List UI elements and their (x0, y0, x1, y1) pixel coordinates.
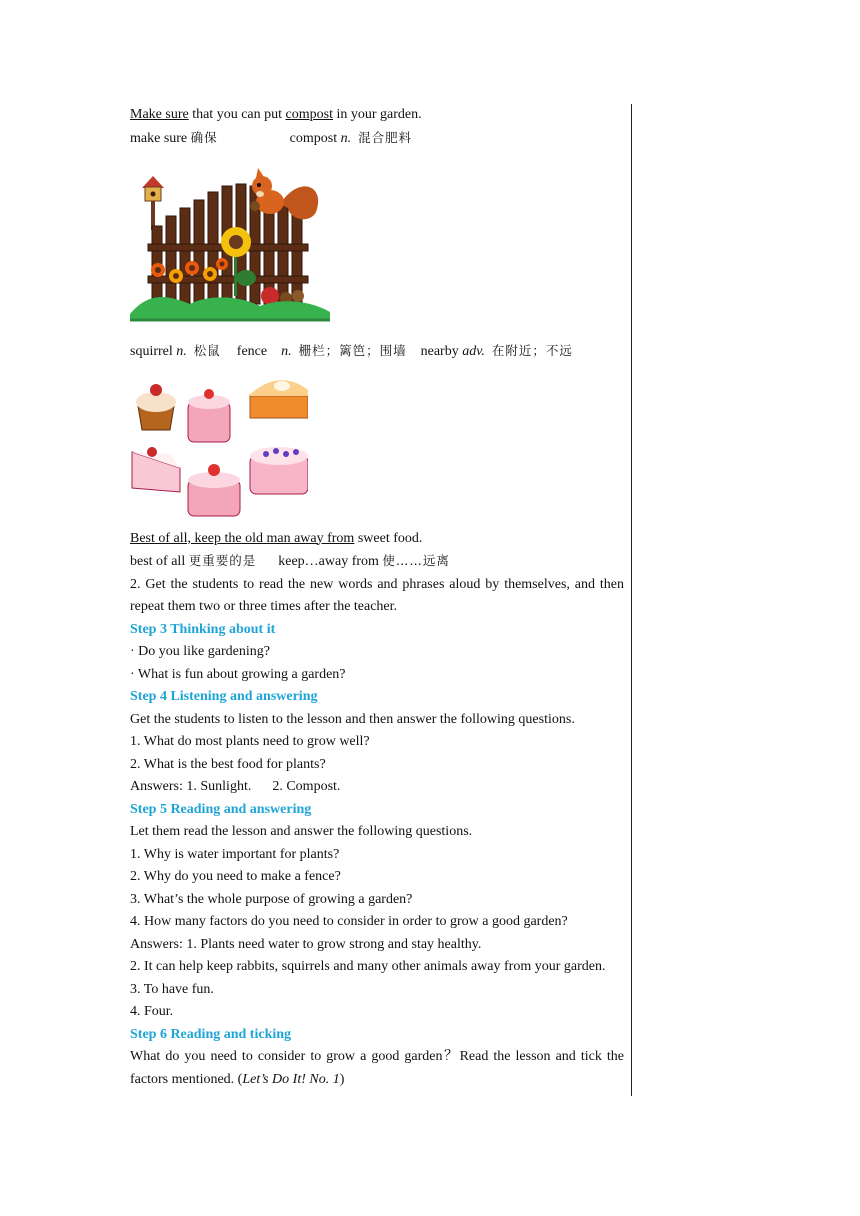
step4-question-2: 2. What is the best food for plants? (130, 756, 326, 772)
step6-text: What do you need to consider to grow a good garden？Read the lesson and tick the factors mentioned. ( (130, 1049, 624, 1087)
phrase-make-sure: Make sure (130, 107, 189, 122)
step6-reference: Let’s Do It! No. 1 (242, 1071, 340, 1087)
vocab-word: make sure (130, 130, 188, 146)
part-of-speech: n. (281, 344, 292, 359)
phrase-best-of-all: Best of all, keep the old man away from (130, 530, 355, 546)
lesson-content (130, 104, 624, 1091)
vocab-meaning: 使……远离 (382, 553, 450, 568)
step3-question-2: · What is fun about growing a garden? (130, 666, 346, 682)
part-of-speech: n. (176, 344, 187, 359)
vocab-meaning: 混合肥料 (358, 129, 413, 145)
example-sentence-2 (130, 528, 624, 551)
step5-question-1: 1. Why is water important for plants? (130, 846, 340, 862)
step4-answers: Answers: 1. Sunlight. 2. Compost. (130, 779, 341, 794)
step5-answer-4: 4. Four. (130, 1004, 174, 1019)
vocab-meaning: 在附近；不远 (491, 343, 573, 358)
step4-heading: Step 4 Listening and answering (130, 689, 318, 704)
vocab-line-3 (130, 550, 624, 574)
sentence-text: in your garden. (332, 107, 422, 122)
vocab-line-1 (130, 127, 624, 151)
step5-intro: Let them read the lesson and answer the following questions. (130, 824, 473, 839)
step5-question-2: 2. Why do you need to make a fence? (130, 869, 341, 884)
sentence-text: sweet food. (354, 530, 423, 546)
step5-answer-1: Answers: 1. Plants need water to grow strong and stay healthy. (130, 936, 482, 952)
sentence-text: that you can put (188, 107, 286, 122)
step5-question-4: 4. How many factors do you need to consider in order to grow a good garden? (130, 914, 568, 929)
vocab-word: squirrel (130, 344, 173, 359)
example-sentence-1 (130, 104, 624, 127)
step5-question-3: 3. What’s the whole purpose of growing a garden? (130, 891, 413, 907)
step5-answer-3: 3. To have fun. (130, 981, 214, 997)
step5-answer-2: 2. It can help keep rabbits, squirrels and many other animals away from your garden. (130, 959, 606, 974)
sweet-food-illustration (130, 372, 308, 518)
word-compost: compost (285, 107, 333, 122)
step6-body (130, 1046, 624, 1091)
vocab-word: compost (289, 130, 338, 146)
fence-squirrel-illustration (130, 164, 330, 326)
paragraph-step2: 2. Get the students to read the new words and phrases aloud by themselves, and then repeat them two or three times after the teacher. (130, 576, 624, 614)
part-of-speech: n. (340, 130, 352, 146)
vocab-word: keep…away from (278, 554, 379, 569)
step6-heading: Step 6 Reading and ticking (130, 1026, 292, 1042)
vocab-meaning: 确保 (190, 129, 218, 145)
vocab-meaning: 栅栏；篱笆；围墙 (298, 343, 407, 358)
vocab-meaning: 松鼠 (193, 343, 221, 358)
vocab-word: fence (236, 344, 268, 359)
step4-question-1: 1. What do most plants need to grow well? (130, 734, 370, 749)
vocab-meaning: 更重要的是 (188, 553, 257, 568)
step3-heading: Step 3 Thinking about it (130, 621, 276, 637)
step6-text: ) (339, 1071, 345, 1087)
step3-question-1: · Do you like gardening? (130, 644, 270, 659)
vocab-word: best of all (130, 554, 186, 569)
margin-rule (631, 104, 632, 1096)
step5-heading: Step 5 Reading and answering (130, 801, 312, 817)
step4-intro: Get the students to listen to the lesson and then answer the following questions. (130, 711, 575, 727)
vocab-word: nearby (420, 344, 459, 359)
vocab-line-2 (130, 340, 624, 364)
part-of-speech: adv. (462, 344, 485, 359)
